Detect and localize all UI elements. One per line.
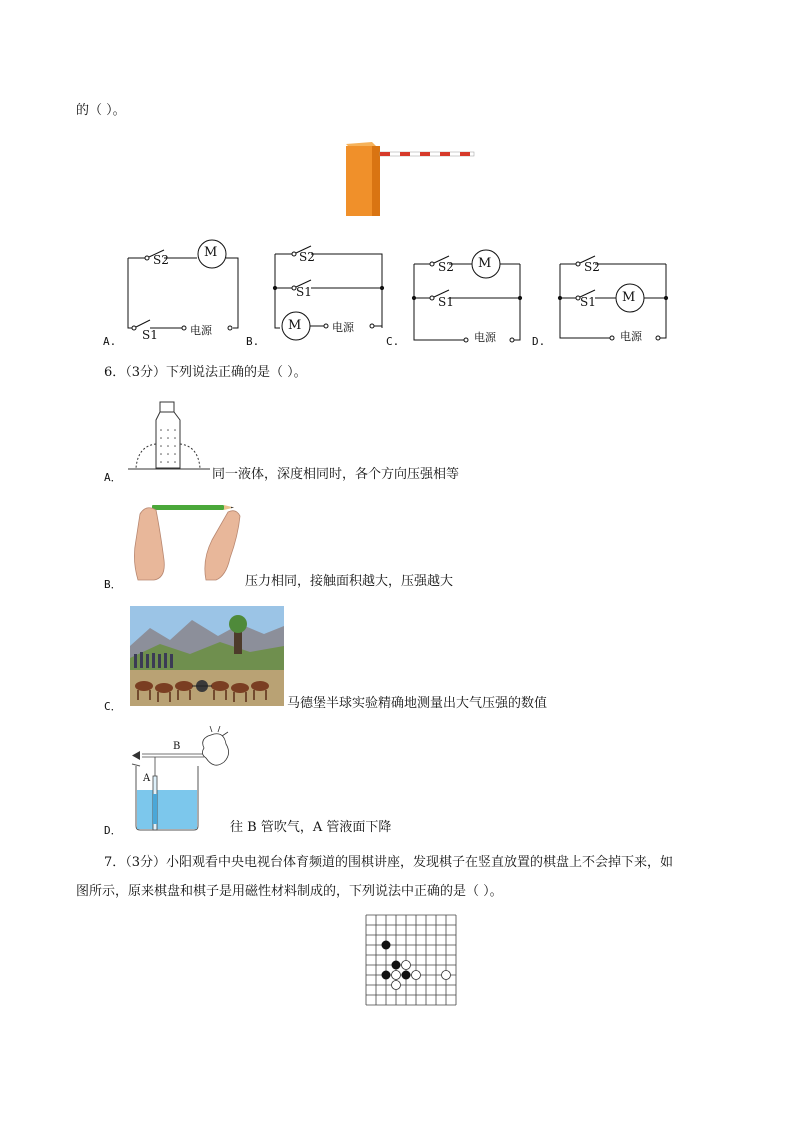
option-d-letter: D. [532, 335, 546, 348]
switch-label: S1 [296, 285, 312, 299]
option-d-letter: D． [104, 824, 122, 837]
magdeburg-hemispheres-image [130, 606, 284, 706]
switch-label: S2 [153, 253, 169, 267]
switch-label: S1 [438, 295, 454, 309]
motor-label: M [622, 290, 636, 305]
switch-label: S2 [299, 250, 315, 264]
go-board-image [364, 913, 459, 1008]
tube-a-label: A [143, 773, 151, 784]
parking-barrier-image [344, 138, 476, 218]
switch-label: S2 [584, 260, 600, 274]
switch-label: S1 [142, 328, 158, 342]
option-a-letter: A. [103, 335, 117, 348]
option-d-text: 往 B 管吹气，A 管液面下降 [230, 820, 392, 835]
tube-b-label: B [173, 741, 181, 752]
option-b-text: 压力相同，接触面积越大，压强越大 [245, 574, 454, 589]
power-source-label: 电源 [190, 324, 212, 337]
power-source-label: 电源 [474, 331, 496, 344]
hands-pencil-image [130, 500, 242, 582]
switch-label: S2 [438, 260, 454, 274]
motor-label: M [204, 245, 218, 260]
question-7-stem-line2: 图所示，原来棋盘和棋子是用磁性材料制成的，下列说法中正确的是（ ）。 [76, 884, 503, 899]
previous-question-tail: 的（ ）。 [76, 103, 126, 118]
motor-label: M [478, 256, 492, 271]
switch-label: S1 [580, 295, 596, 309]
liquid-pressure-bottle-image [128, 400, 210, 472]
question-6-stem: 6．（3分）下列说法正确的是（ ）。 [104, 365, 307, 380]
power-source-label: 电源 [332, 321, 354, 334]
power-source-label: 电源 [620, 330, 642, 343]
option-c-letter: C． [104, 700, 122, 713]
option-c-letter: C. [386, 335, 400, 348]
q5-circuit-labels [100, 236, 680, 352]
option-a-text: 同一液体，深度相同时，各个方向压强相等 [212, 467, 460, 482]
question-7-stem-line1: 7．（3分）小阳观看中央电视台体育频道的围棋讲座，发现棋子在竖直放置的棋盘上不会掉下来，如 [104, 855, 674, 870]
option-c-text: 马德堡半球实验精确地测量出大气压强的数值 [287, 696, 548, 711]
option-b-letter: B. [246, 335, 260, 348]
option-a-letter: A． [104, 471, 122, 484]
motor-label: M [288, 318, 302, 333]
option-b-letter: B． [104, 578, 122, 591]
